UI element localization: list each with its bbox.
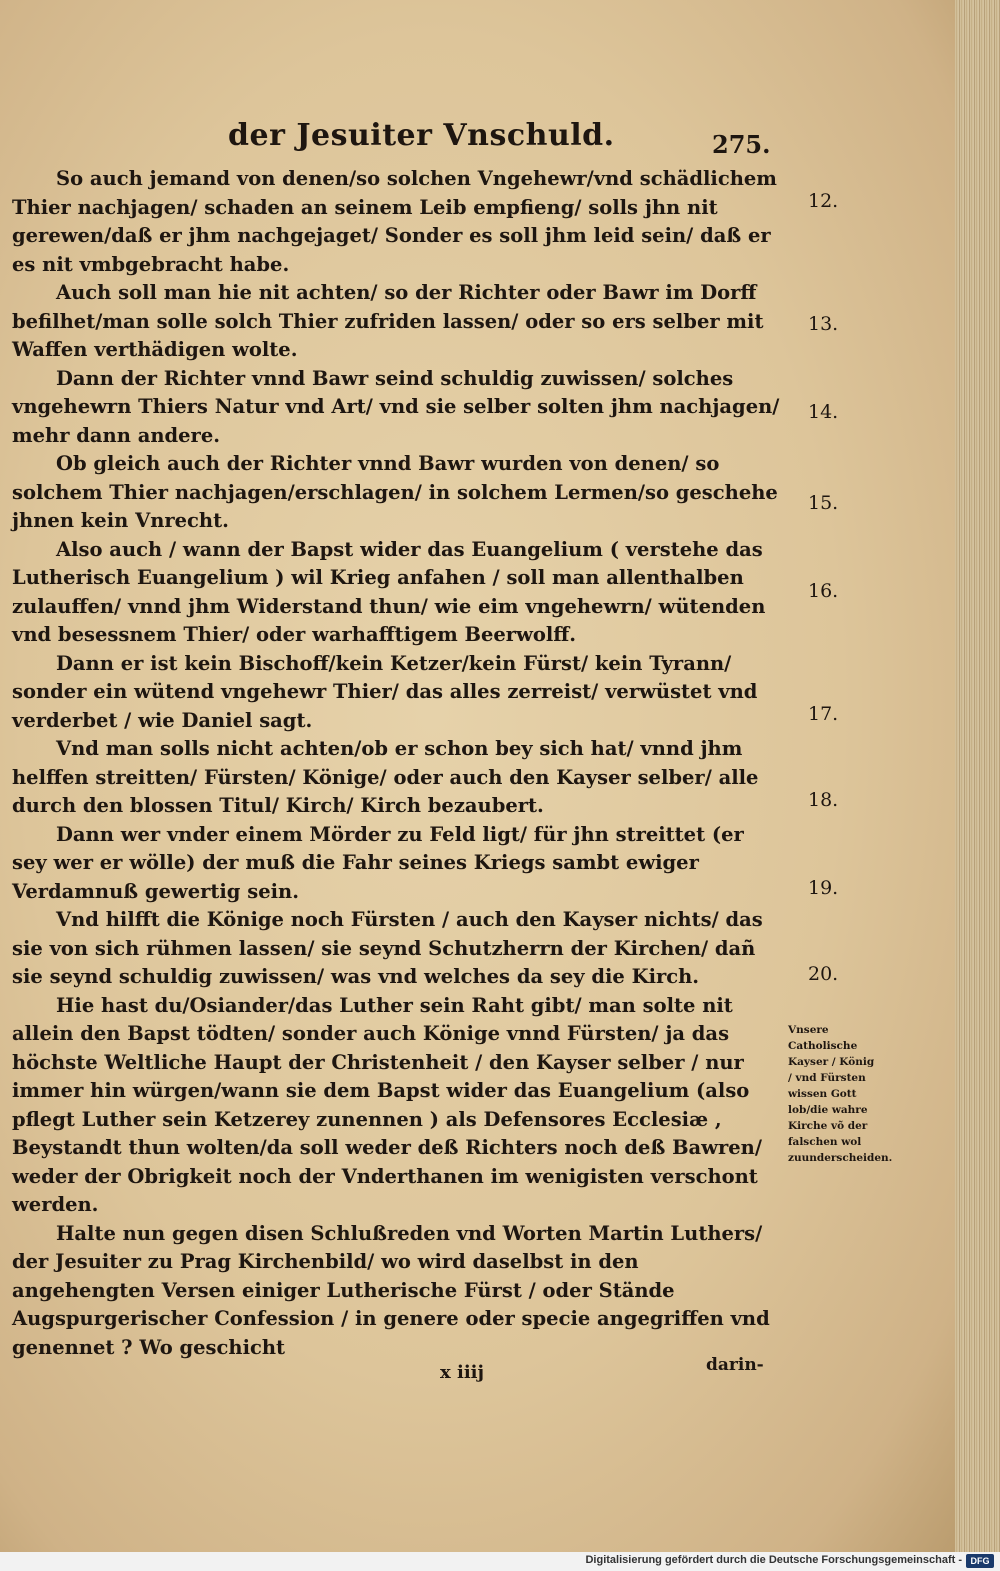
margin-number-20: 20. [808,963,839,985]
page-number: 275. [712,130,771,159]
body-text [12,165,782,1362]
footer-credit: Digitalisierung gefördert durch die Deutsche Forschungsgemeinschaft - [585,1554,962,1566]
marginal-note: Vnsere Catholische Kayser / König / vnd Fürsten wissen Gott lob/die wahre Kirche võ der falschen wol zuunderscheiden. [788,1024,893,1164]
paragraph-16: Also auch / wann der Bapst wider das Euangelium ( verstehe das Lutherisch Euangelium ) wil Krieg anfahen / soll man allenthalben zulauffen/ vnnd jhm Widerstand thun/ wie eim vngehewrn/ wütenden vnd besessnem Thier/ oder warhafftigem Beerwolff. [12,537,766,646]
paragraph-18: Vnd man solls nicht achten/ob er schon bey sich hat/ vnnd jhm helffen streitten/ Fürsten/ Könige/ oder auch den Kayser selber/ alle durch den blossen Titul/ Kirch/ Kirch bezaubert. [12,737,759,817]
catchword: darin- [706,1355,764,1375]
paragraph-15: Ob gleich auch der Richter vnnd Bawr wurden von denen/ so solchem Thier nachjagen/erschlagen/ in solchem Lermen/so geschehe jhnen kein Vnrecht. [12,452,778,532]
dfg-logo-icon: DFG [966,1554,994,1568]
paragraph-commentary: Hie hast du/Osiander/das Luther sein Raht gibt/ man solte nit allein den Bapst tödten/ sonder auch Könige vnnd Fürsten/ ja das höchste Weltliche Haupt der Christenheit / den Kayser selber / nur immer hin würgen/wann sie dem Bapst wider das Euangelium (also pflegt Luther sein Ketzerey zunennen ) als Defensores Ecclesiæ , Beystandt thun wolten/da soll weder deß Richters noch deß Bawren/ weder der Obrigkeit noch der Vnderthanen im wenigisten verschont werden. [12,993,762,1216]
footer-bar [0,1552,1000,1571]
paragraph-19: Dann wer vnder einem Mörder zu Feld ligt/ für jhn streittet (er sey wer er wölle) der muß die Fahr seines Kriegs sambt ewiger Verdamnuß gewertig sein. [12,822,744,903]
page-edge-stack [955,0,1000,1571]
paragraph-12: So auch jemand von denen/so solchen Vngehewr/vnd schädlichem Thier nachjagen/ schaden an seinem Leib empfieng/ solls jhn nit gerewen/daß er jhm nachgejaget/ Sonder es soll jhm leid sein/ daß er es nit vmbgebracht habe. [12,167,777,276]
margin-number-12: 12. [808,190,839,212]
signature-mark: x iiij [440,1362,485,1383]
paragraph-20: Vnd hilfft die Könige noch Fürsten / auch den Kayser nichts/ das sie von sich rühmen lassen/ sie seynd Schutzherrn der Kirchen/ dañ sie seynd schuldig zuwissen/ was vnd welches da sey die Kirch. [12,908,763,988]
margin-number-18: 18. [808,789,839,811]
paragraph-14: Dann der Richter vnnd Bawr seind schuldig zuwissen/ solches vngehewrn Thiers Natur vnd Art/ vnd sie selber solten jhm nachjagen/ mehr dann andere. [12,366,780,447]
margin-number-14: 14. [808,401,839,423]
margin-number-16: 16. [808,580,839,602]
margin-number-15: 15. [808,492,839,514]
paragraph-conclusion: Halte nun gegen disen Schlußreden vnd Worten Martin Luthers/ der Jesuiter zu Prag Kirchenbild/ wo wird daselbst in den angehengten Versen einiger Lutherische Fürst / oder Stände Augspurgerischer Confession / in genere oder specie angegriffen vnd genennet ? Wo geschicht [12,1221,770,1359]
running-title: der Jesuiter Vnschuld. [228,118,615,153]
margin-number-19: 19. [808,877,839,899]
paragraph-13: Auch soll man hie nit achten/ so der Richter oder Bawr im Dorff befilhet/man solle solch Thier zufriden lassen/ oder so ers selber mit Waffen verthädigen wolte. [12,281,764,361]
paragraph-17: Dann er ist kein Bischoff/kein Ketzer/kein Fürst/ kein Tyrann/ sonder ein wütend vngehewr Thier/ das alles zerreist/ verwüstet vnd verderbet / wie Daniel sagt. [12,651,758,732]
margin-number-13: 13. [808,313,839,335]
margin-number-17: 17. [808,703,839,725]
